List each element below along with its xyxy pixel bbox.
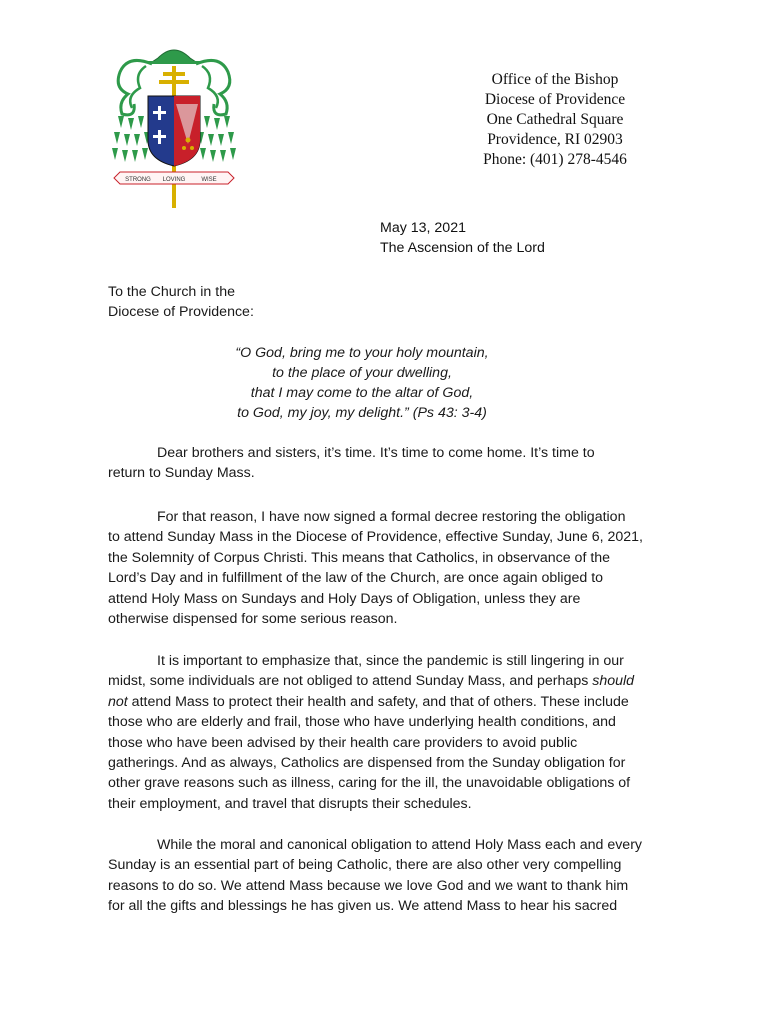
quote-line: to the place of your dwelling, [272,365,452,381]
paragraph-line: While the moral and canonical obligation to attend Holy Mass each and every [157,837,643,853]
paragraph-line: otherwise dispensed for some serious reason. [108,611,398,628]
city-line: Providence, RI 02903 [487,131,623,148]
quote-line: that I may come to the altar of God, [250,385,474,401]
text-run: attend Mass to protect their health and safety, and that of others. These include [127,693,629,710]
paragraph-line: Dear brothers and sisters, it’s time. It’s time to come home. It’s time to [157,445,595,461]
quote-line: “O God, bring me to your holy mountain, [235,345,489,361]
diocese-line: Diocese of Providence [484,91,626,108]
paragraph-line: return to Sunday Mass. [108,465,255,482]
paragraph-line: attend Holy Mass on Sundays and Holy Days of Obligation, unless they are [108,590,581,607]
paragraph-3 [108,651,664,814]
office-line: Office of the Bishop [491,71,619,88]
svg-text:STRONG: STRONG [125,177,151,183]
paragraph-line: for all the gifts and blessings he has given us. We attend Mass to hear his sacred [108,898,618,915]
paragraph-1 [108,443,664,484]
paragraph-line: Lord’s Day and in fulfillment of the law of the Church, are once again obliged to [108,570,604,587]
paragraph-line: For that reason, I have now signed a formal decree restoring the obligation [157,509,626,525]
paragraph-line: to attend Sunday Mass in the Diocese of Providence, effective Sunday, June 6, 2021, [108,529,643,546]
galero-hat [152,50,196,62]
emphasis-text: should [592,673,635,690]
paragraph-line: reasons to do so. We attend Mass because we love God and we want to thank him [108,877,629,894]
paragraph-4 [108,835,664,917]
text-run: midst, some individuals are not obliged to attend Sunday Mass, and perhaps [108,673,593,690]
svg-text:LOVING: LOVING [162,177,186,183]
paragraph-line [108,692,664,712]
letterhead-address [430,70,680,170]
coat-of-arms-logo [106,44,242,208]
paragraph-line: It is important to emphasize that, since the pandemic is still lingering in our [157,653,624,669]
paragraph-line: the Solemnity of Corpus Christi. This means that Catholics, in observance of the [108,549,611,566]
salutation-line-1: To the Church in the [108,284,235,300]
quote-line: to God, my joy, my delight.” (Ps 43: 3-4) [237,405,487,421]
paragraph-line [108,671,664,691]
paragraph-line: their employment, and travel that disrupts their schedules. [108,795,472,812]
scripture-quote [200,343,524,423]
date-line: May 13, 2021 [380,220,466,236]
salutation [108,282,254,322]
paragraph-2 [108,507,664,629]
svg-text:WISE: WISE [201,177,217,183]
phone-line: Phone: (401) 278-4546 [483,151,627,168]
paragraph-line: those who are elderly and frail, those who have underlying health conditions, and [108,714,616,731]
date-block [380,218,545,258]
salutation-line-2: Diocese of Providence: [108,304,254,320]
paragraph-line: those who have been advised by their health care providers to avoid public [108,734,578,751]
paragraph-line: gatherings. And as always, Catholics are dispensed from the Sunday obligation for [108,755,626,772]
feast-line: The Ascension of the Lord [380,240,545,256]
emphasis-text: not [108,693,128,710]
street-line: One Cathedral Square [486,111,624,128]
paragraph-line: other grave reasons such as illness, caring for the ill, the unavoidable obligations of [108,775,631,792]
paragraph-line: Sunday is an essential part of being Catholic, there are also other very compelling [108,857,622,874]
